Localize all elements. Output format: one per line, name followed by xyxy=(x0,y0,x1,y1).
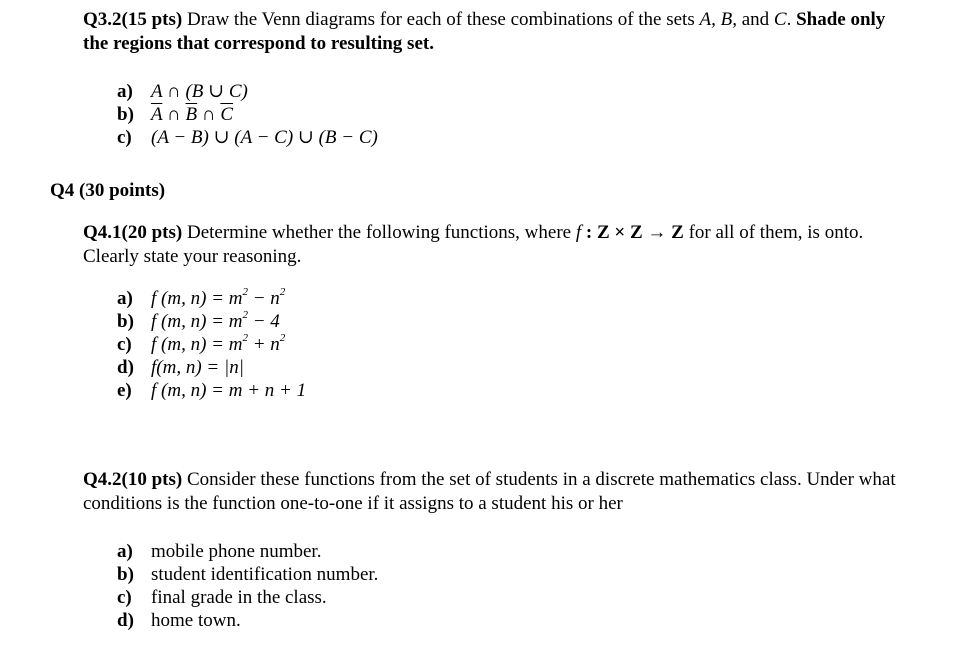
list-item xyxy=(117,126,378,149)
intersection-2: ∩ xyxy=(197,104,221,125)
item-label: a) xyxy=(117,288,133,309)
complement-c: $\overline{C}$ xyxy=(220,104,234,125)
expr-lhs: f (m, n) = m xyxy=(151,311,243,332)
item-label: b) xyxy=(117,311,134,332)
q42-text: Consider these functions from the set of students in a discrete mathematics class. Under what conditions is the function one-to-one if it assigns to a student his or her xyxy=(83,469,896,514)
q42-prompt xyxy=(83,468,923,516)
item-expression: (A − B) ∪ (A − C) ∪ (B − C) xyxy=(151,127,378,148)
item-text: mobile phone number. xyxy=(151,541,322,562)
list-item xyxy=(117,287,306,310)
item-label: c) xyxy=(117,587,132,608)
expr-power: 2 xyxy=(242,308,248,321)
expr-lhs: f (m, n) = m xyxy=(151,334,243,355)
q42-label: Q4.2(10 pts) xyxy=(83,469,183,490)
item-expression xyxy=(151,103,233,127)
item-label: e) xyxy=(117,380,132,401)
item-label: b) xyxy=(117,104,134,125)
list-item xyxy=(117,310,306,333)
list-item xyxy=(117,333,306,356)
q42-list xyxy=(117,540,378,632)
q41-label: Q4.1(20 pts) xyxy=(83,222,183,243)
q32-list xyxy=(117,80,378,149)
item-label: a) xyxy=(117,541,133,562)
expr-power: 2 xyxy=(279,331,286,344)
list-item xyxy=(117,356,306,379)
list-item xyxy=(117,586,378,609)
q4-title: Q4 (30 points) xyxy=(50,180,166,201)
item-label: d) xyxy=(117,357,134,378)
list-item xyxy=(117,563,378,586)
q32-bold-instruction: Shade only the regions that correspond to resulting set. xyxy=(83,9,886,54)
item-text: home town. xyxy=(151,610,241,631)
q32-set-c: C xyxy=(773,9,787,30)
item-text: student identification number. xyxy=(151,564,379,585)
q41-text-after: for all of them, is onto. Clearly state your reasoning. xyxy=(83,222,864,267)
item-label: b) xyxy=(117,564,134,585)
item-label: a) xyxy=(117,81,133,102)
item-label: d) xyxy=(117,610,134,631)
q41-text-before: Determine whether the following functions, where xyxy=(182,222,576,243)
item-expression xyxy=(151,287,285,311)
expr-mid: − 4 xyxy=(247,311,280,332)
q41-f: f xyxy=(575,222,582,243)
q41-mapping: : Z × Z → Z xyxy=(581,222,684,243)
expr-power: 2 xyxy=(279,285,286,298)
expr-lhs: f (m, n) = m xyxy=(151,288,243,309)
q32-period: . xyxy=(786,9,797,30)
q32-sets: A, B, xyxy=(699,9,737,30)
item-expression xyxy=(151,310,280,334)
complement-a: $\overline{A}$ xyxy=(151,104,163,125)
q41-list xyxy=(117,287,306,402)
q32-prompt xyxy=(83,8,913,56)
expr-mid: − n xyxy=(247,288,280,309)
item-text: final grade in the class. xyxy=(151,587,327,608)
complement-b: $\overline{B}$ xyxy=(185,104,198,125)
item-expression: f (m, n) = m + n + 1 xyxy=(151,380,307,401)
list-item xyxy=(117,103,378,126)
expr-mid: + n xyxy=(247,334,280,355)
expr-power: 2 xyxy=(242,331,248,344)
item-label: c) xyxy=(117,127,132,148)
list-item xyxy=(117,540,378,563)
item-expression: f(m, n) = |n| xyxy=(151,357,244,378)
item-expression xyxy=(151,333,285,357)
q32-label: Q3.2(15 pts) xyxy=(83,9,183,30)
item-expression: A ∩ (B ∪ C) xyxy=(151,81,248,102)
q32-text: Draw the Venn diagrams for each of these combinations of the sets xyxy=(182,9,700,30)
expr-power: 2 xyxy=(242,285,248,298)
q41-prompt xyxy=(83,221,903,269)
q32-and: and xyxy=(736,9,774,30)
item-label: c) xyxy=(117,334,132,355)
list-item xyxy=(117,609,378,632)
intersection-1: ∩ xyxy=(162,104,186,125)
list-item xyxy=(117,379,306,402)
list-item xyxy=(117,80,378,103)
